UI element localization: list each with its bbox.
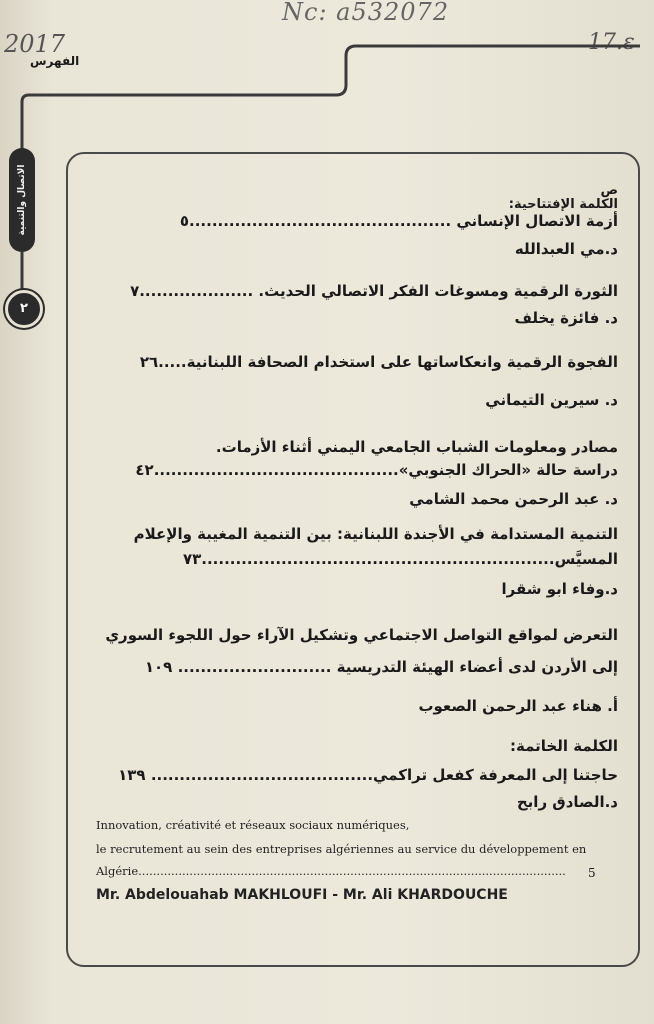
section-title: الفهرس	[30, 54, 80, 68]
toc-entry: حاجتنا إلى المعرفة كفعل تراكمي....................................... ١٣٩	[118, 766, 618, 784]
toc-author: د.الصادق رابح	[516, 793, 618, 811]
toc-entry: الفجوة الرقمية وانعكاساتها على استخدام الصحافة اللبنانية.....٢٦	[139, 353, 618, 371]
toc-author: د. عبد الرحمن محمد الشامي	[409, 490, 618, 508]
toc-entry: الثورة الرقمية ومسوغات الفكر الاتصالي الحديث. ....................٧	[130, 282, 618, 300]
side-tab-label: الاتصال والتنمية	[17, 164, 27, 236]
handwritten-year: 2017	[4, 30, 66, 58]
toc-author: أ. هناء عبد الرحمن الصعوب	[418, 697, 618, 715]
page-number-badge: ٢	[5, 290, 43, 328]
toc-entry: الكلمة الإفتتاحية:	[508, 197, 618, 212]
toc-entry: المسيَّس..............................................................٧٣	[182, 550, 618, 568]
french-entry-line: Algérie.....................................................................................................................	[96, 864, 566, 878]
french-entry-line: Innovation, créativité et réseaux sociaux numériques,	[96, 818, 410, 832]
toc-entry: الكلمة الخاتمة:	[510, 737, 618, 755]
french-entry-line: le recrutement au sein des entreprises algériennes au service du développement en	[96, 842, 587, 856]
toc-entry: مصادر ومعلومات الشباب الجامعي اليمني أثناء الأزمات.	[215, 438, 618, 456]
french-entry-page: 5	[588, 866, 596, 880]
french-entry-authors: Mr. Abdelouahab MAKHLOUFI - Mr. Ali KHARDOUCHE	[96, 887, 508, 903]
handwritten-reference: Nc: a532072	[282, 0, 450, 26]
toc-author: د.مي العبدالله	[514, 240, 618, 258]
toc-entry: إلى الأردن لدى أعضاء الهيئة التدريسية ........................... ١٠٩	[144, 658, 618, 676]
toc-author: د.وفاء ابو شقرا	[501, 580, 618, 598]
toc-entry: دراسة حالة «الحراك الجنوبي»...........................................٤٢	[135, 461, 618, 479]
toc-entry: التنمية المستدامة في الأجندة اللبنانية: بين التنمية المغيبة والإعلام	[133, 525, 618, 543]
toc-page-label: ص	[600, 183, 618, 198]
side-tab	[9, 148, 35, 252]
toc-author: د. فائزة يخلف	[514, 309, 618, 327]
toc-author: د. سيرين التيماني	[485, 391, 618, 409]
handwritten-page: 17.ε	[588, 30, 635, 55]
toc-entry: أزمة الاتصال الإنساني ..............................................٥	[179, 212, 618, 230]
toc-entry: التعرض لمواقع التواصل الاجتماعي وتشكيل الآراء حول اللجوء السوري	[105, 626, 618, 644]
